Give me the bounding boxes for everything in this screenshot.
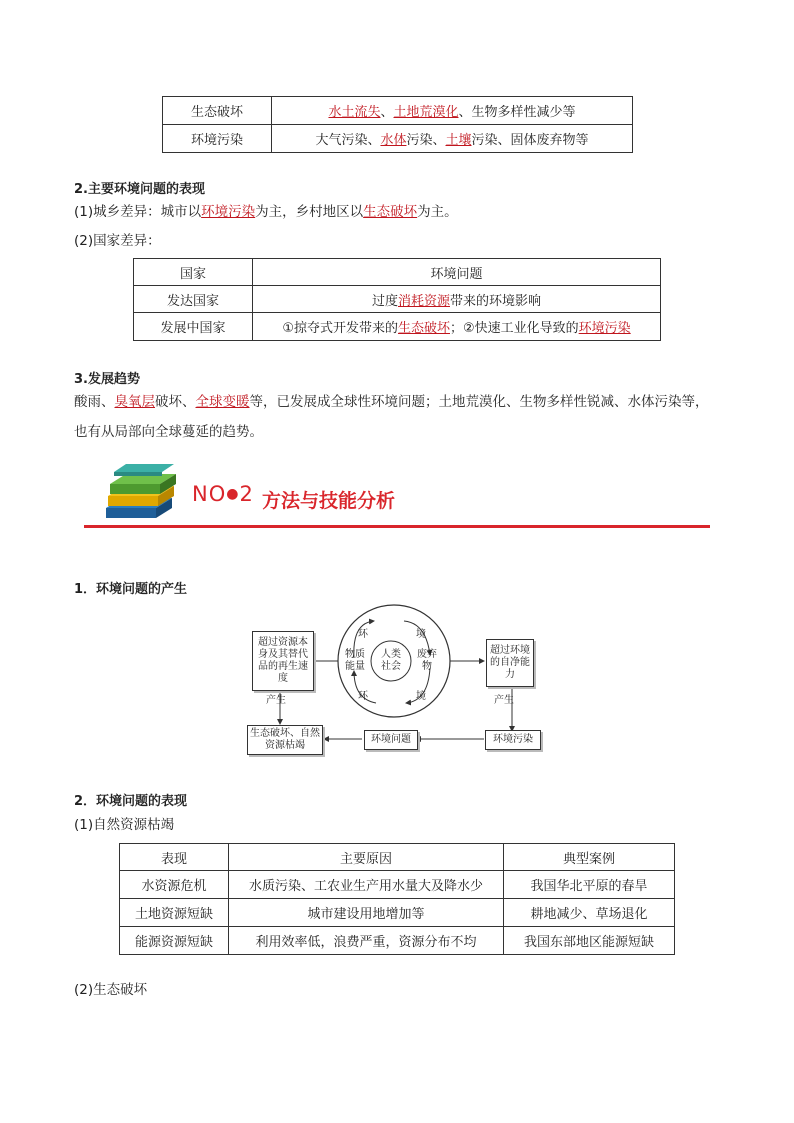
table-cell-content [253, 286, 661, 313]
table-row [163, 97, 633, 125]
highlighted-term: 环境污染 [201, 204, 256, 220]
text-run: 、 [380, 105, 394, 120]
table-cell: 我国华北平原的春旱 [504, 871, 675, 899]
table-cell: 土地资源短缺 [120, 899, 229, 927]
table-country-differences [133, 258, 661, 341]
table-environment-types [162, 96, 633, 153]
books-icon [100, 458, 190, 522]
banner-no: NO [192, 482, 227, 506]
environment-diagram [244, 603, 544, 758]
table-header-cell: 环境问题 [253, 259, 661, 286]
table-row [120, 871, 675, 899]
highlighted-term: 水体 [380, 133, 407, 148]
text-run: ①掠夺式开发带来的 [282, 321, 398, 336]
paragraph-country: (2)国家差异： [74, 233, 161, 249]
table-cell: 能源资源短缺 [120, 927, 229, 955]
label-env-top-right: 境 [416, 629, 426, 640]
label-produce-left: 产生 [266, 695, 286, 706]
table-row [120, 927, 675, 955]
paragraph-trend [74, 388, 744, 417]
box-ecological-damage: 生态破坏、自然资源枯竭 [247, 725, 323, 755]
table-cell-content [272, 97, 633, 125]
label-env-top-left: 环 [358, 629, 368, 640]
text-run: ；②快速工业化导致的 [450, 321, 579, 336]
table-cell-label: 环境污染 [163, 125, 272, 153]
text-run: 破坏、 [155, 394, 196, 410]
table-resource-depletion [119, 843, 675, 955]
highlighted-term: 环境污染 [578, 321, 631, 336]
paragraph-trend-2: 也有从局部向全球蔓延的趋势。 [74, 424, 263, 440]
banner-title: 方法与技能分析 [262, 490, 396, 512]
text-run: 污染、 [406, 133, 446, 148]
highlighted-term: 土地荒漠化 [393, 105, 459, 120]
section-heading: 2.主要环境问题的表现 [74, 182, 205, 197]
table-header-cell: 表现 [120, 844, 229, 871]
label-env-bottom-right: 境 [416, 691, 426, 702]
highlighted-term: 水土流失 [328, 105, 381, 120]
highlighted-term: 生态破坏 [397, 321, 450, 336]
table-cell: 我国东部地区能源短缺 [504, 927, 675, 955]
table-cell-label: 发达国家 [134, 286, 253, 313]
table-cell: 耕地减少、草场退化 [504, 899, 675, 927]
label-human-society: 人类社会 [381, 649, 401, 672]
paragraph-urban-rural [74, 198, 458, 227]
table-cell-content [253, 313, 661, 341]
banner-rule [84, 525, 710, 528]
banner-num: 2 [239, 482, 254, 506]
section-heading: 2．环境问题的表现 [74, 794, 188, 809]
label-env-bottom-left: 环 [358, 691, 368, 702]
table-header-row [120, 844, 675, 871]
label-matter-energy: 物质能量 [345, 649, 365, 672]
text-run: 、生物多样性减少等 [458, 105, 576, 120]
highlighted-term: 土壤 [445, 133, 472, 148]
box-environment-pollution: 环境污染 [485, 730, 541, 750]
highlighted-term: 消耗资源 [397, 293, 450, 309]
table-row [120, 899, 675, 927]
table-header-row [134, 259, 661, 286]
table-cell: 水质污染、工农业生产用水量大及降水少 [229, 871, 504, 899]
highlighted-term: 全球变暖 [195, 394, 250, 410]
box-resource-overuse: 超过资源本身及其替代品的再生速度 [252, 631, 314, 691]
text-run: 过度 [371, 293, 398, 309]
box-environment-problem: 环境问题 [364, 730, 418, 750]
table-cell: 城市建设用地增加等 [229, 899, 504, 927]
table-row [134, 313, 661, 341]
text-run: 为主。 [417, 204, 458, 220]
text-run: 酸雨、 [74, 394, 115, 410]
section-banner [84, 458, 712, 533]
table-cell: 水资源危机 [120, 871, 229, 899]
subheading-ecological-damage: (2)生态破坏 [74, 982, 148, 998]
label-waste: 废弃物 [417, 649, 437, 672]
label-produce-right: 产生 [494, 695, 514, 706]
table-header-cell: 典型案例 [504, 844, 675, 871]
highlighted-term: 臭氧层 [114, 394, 155, 410]
table-cell-content [272, 125, 633, 153]
text-run: 大气污染、 [315, 133, 381, 148]
section-heading: 1．环境问题的产生 [74, 582, 188, 597]
table-row [134, 286, 661, 313]
table-header-cell: 主要原因 [229, 844, 504, 871]
text-run: 等，已发展成全球性环境问题；土地荒漠化、生物多样性锐减、水体污染等， [249, 394, 709, 410]
box-self-purification: 超过环境的自净能力 [486, 639, 534, 687]
text-run: 污染、固体废弃物等 [471, 133, 589, 148]
table-row [163, 125, 633, 153]
banner-dot: ● [226, 486, 240, 502]
table-cell: 利用效率低，浪费严重，资源分布不均 [229, 927, 504, 955]
banner-number [192, 482, 254, 506]
highlighted-term: 生态破坏 [363, 204, 418, 220]
text-run: 带来的环境影响 [450, 293, 542, 309]
table-cell-label: 发展中国家 [134, 313, 253, 341]
text-run: 为主，乡村地区以 [255, 204, 364, 220]
table-cell-label: 生态破坏 [163, 97, 272, 125]
table-header-cell: 国家 [134, 259, 253, 286]
subheading-resource-depletion: (1)自然资源枯竭 [74, 817, 175, 833]
section-heading: 3.发展趋势 [74, 372, 140, 387]
text-run: (1)城乡差异：城市以 [74, 204, 202, 220]
